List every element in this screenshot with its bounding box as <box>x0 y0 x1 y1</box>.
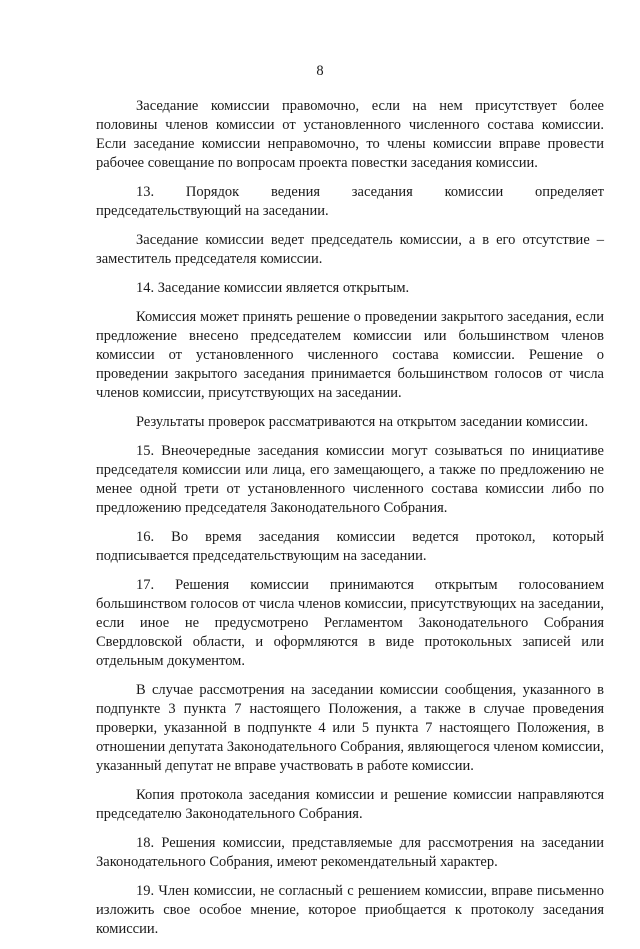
paragraph-deputy-exclusion: В случае рассмотрения на заседании комиссии сообщения, указанного в подпункте 3 пункта 7 настоящего Положения, а также в случае проведения проверки, указанной в подпункте 4 или 5 пункта 7 настоящего Положения, в отношении депутата Законодательного Собрания, являющегося членом комиссии, указанный депутат не вправе участвовать в работе комиссии. <box>96 682 605 774</box>
paragraph-18: 18. Решения комиссии, представляемые для рассмотрения на заседании Законодательного Собрания, имеют рекомендательный характер. <box>96 835 604 870</box>
paragraph-19: 19. Член комиссии, не согласный с решением комиссии, вправе письменно изложить свое особое мнение, которое приобщается к протоколу заседания комиссии. <box>96 883 604 937</box>
document-body <box>96 97 604 949</box>
paragraph-17: 17. Решения комиссии принимаются открытым голосованием большинством голосов от числа членов комиссии, присутствующих на заседании, если иное не предусмотрено Регламентом Законодательного Собрания Свердловской области, и оформляются в виде протокольных записей или отдельным документом. <box>96 577 604 669</box>
paragraph-16: 16. Во время заседания комиссии ведется протокол, который подписывается председательствующим на заседании. <box>96 529 604 564</box>
page-number: 8 <box>316 63 324 79</box>
paragraph-quorum: Заседание комиссии правомочно, если на нем присутствует более половины членов комиссии от установленного численного состава комиссии. Если заседание комиссии неправомочно, то члены комиссии вправе провести рабочее совещание по вопросам проекта повестки заседания комиссии. <box>96 98 604 171</box>
paragraph-13: 13. Порядок ведения заседания комиссии определяет председательствующий на заседании. <box>96 184 604 219</box>
paragraph-protocol-copy: Копия протокола заседания комиссии и решение комиссии направляются председателю Законодательного Собрания. <box>96 787 604 822</box>
paragraph-15: 15. Внеочередные заседания комиссии могут созываться по инициативе председателя комиссии или лица, его замещающего, а также по предложению не менее одной трети от установленного численного состава комиссии либо по предложению председателя Законодательного Собрания. <box>96 443 604 516</box>
paragraph-14: 14. Заседание комиссии является открытым. <box>136 280 410 296</box>
paragraph-closed-session: Комиссия может принять решение о проведении закрытого заседания, если предложение внесено председателем комиссии или большинством членов комиссии от установленного численного состава комиссии. Решение о проведении закрытого заседания принимается большинством голосов от числа членов комиссии, присутствующих на заседании. <box>96 309 604 401</box>
paragraph-inspection-results: Результаты проверок рассматриваются на открытом заседании комиссии. <box>136 414 589 430</box>
paragraph-chair: Заседание комиссии ведет председатель комиссии, а в его отсутствие – заместитель председателя комиссии. <box>96 232 604 267</box>
